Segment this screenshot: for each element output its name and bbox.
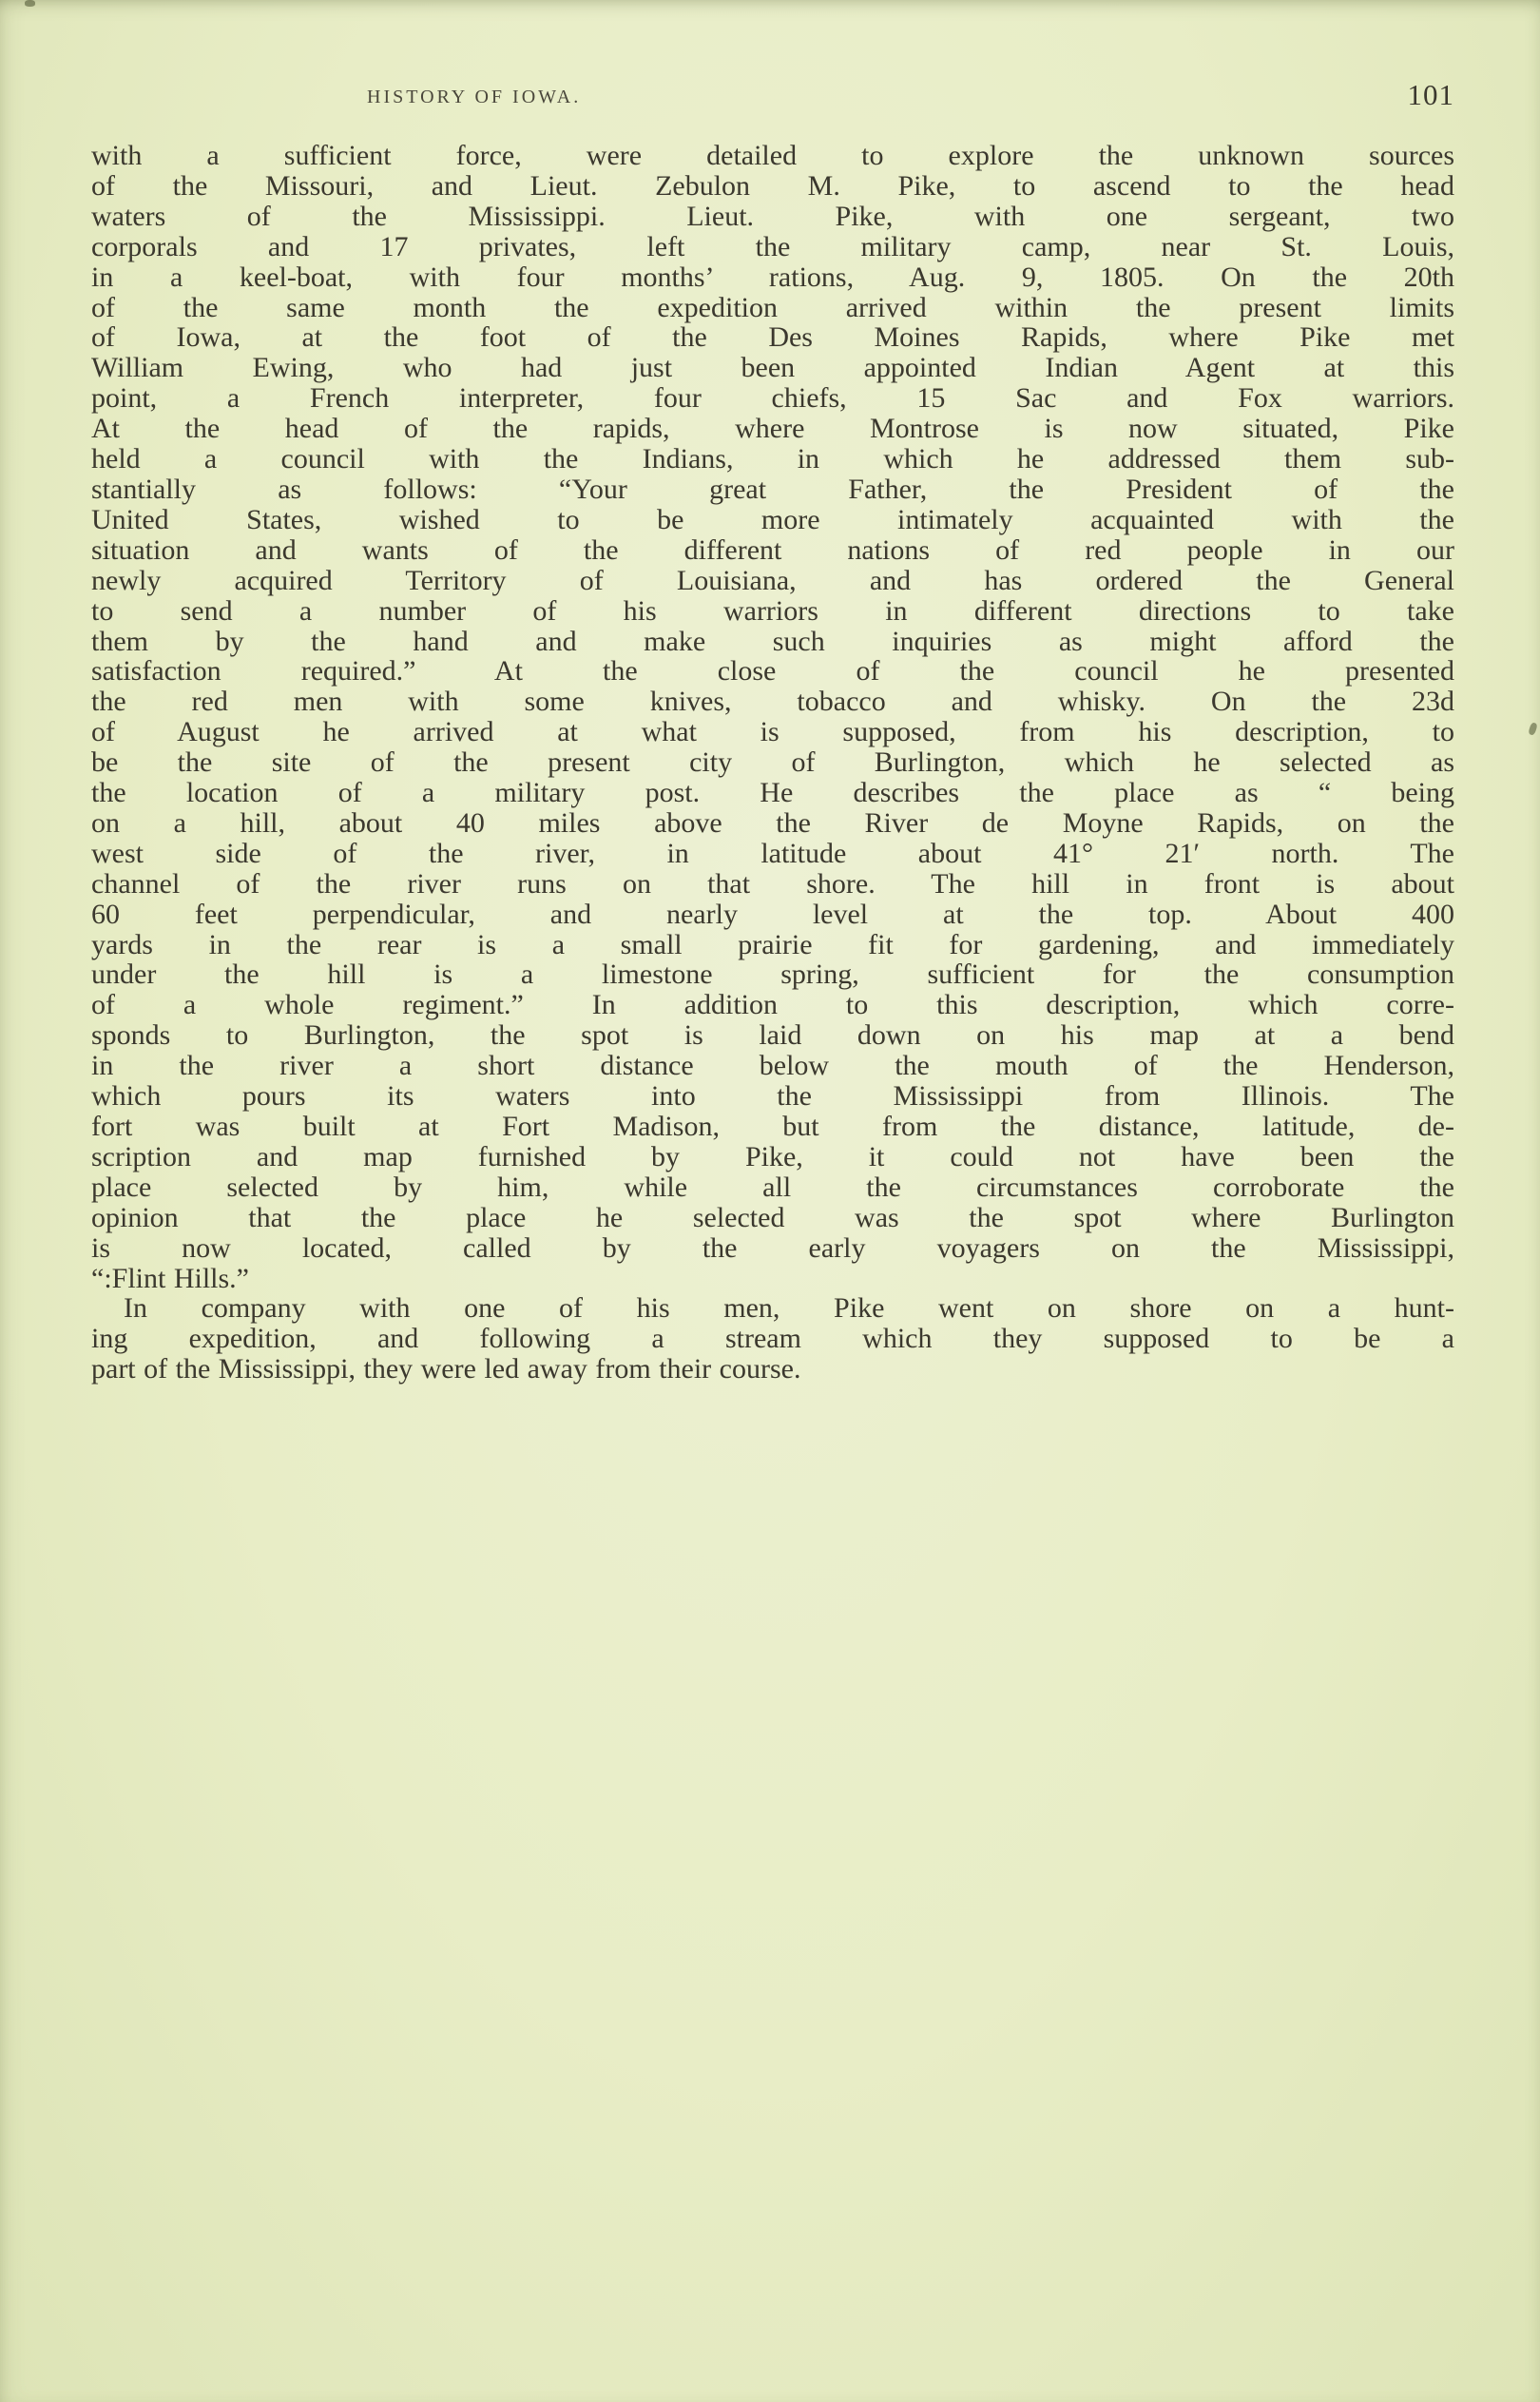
text-line: satisfaction required.” At the close of the council he presented: [91, 655, 1454, 688]
paragraph: [91, 1293, 1454, 1385]
text-line: part of the Mississippi, they were led away from their course.: [91, 1353, 801, 1385]
text-line: in a keel-boat, with four months’ rations, Aug. 9, 1805. On the 20th: [91, 261, 1454, 293]
paragraph: [91, 141, 1454, 1293]
text-line: situation and wants of the different nations of red people in our: [91, 533, 1454, 566]
text-line: of the Missouri, and Lieut. Zebulon M. Pike, to ascend to the head: [91, 169, 1454, 202]
text-line: point, a French interpreter, four chiefs, 15 Sac and Fox warriors.: [91, 382, 1454, 415]
text-line: newly acquired Territory of Louisiana, and has ordered the General: [91, 564, 1454, 596]
text-line: In company with one of his men, Pike went on shore on a hunt-: [124, 1292, 1454, 1325]
text-line: west side of the river, in latitude about 41° 21′ north. The: [91, 837, 1454, 869]
scan-artifact: [1528, 722, 1538, 736]
text-line: “:Flint Hills.”: [91, 1262, 249, 1294]
page-number: 101: [1407, 78, 1454, 111]
scan-artifact: [25, 0, 35, 7]
text-line: the location of a military post. He describes the place as “ being: [91, 777, 1454, 809]
text-line: ing expedition, and following a stream which they supposed to be a: [91, 1323, 1454, 1355]
text-line: them by the hand and make such inquiries as might afford the: [91, 625, 1454, 657]
page-header: [91, 78, 1454, 111]
text-line: held a council with the Indians, in which he addressed them sub-: [91, 443, 1454, 475]
text-line: United States, wished to be more intimately acquainted with the: [91, 503, 1454, 535]
text-line: fort was built at Fort Madison, but from the distance, latitude, de-: [91, 1111, 1454, 1142]
text-line: channel of the river runs on that shore. The hill in front is about: [91, 867, 1454, 900]
text-line: waters of the Mississippi. Lieut. Pike, with one sergeant, two: [91, 200, 1454, 232]
text-line: sponds to Burlington, the spot is laid down on his map at a bend: [91, 1019, 1454, 1052]
text-line: William Ewing, who had just been appointed Indian Agent at this: [91, 352, 1454, 384]
text-line: of the same month the expedition arrived within the present limits: [91, 291, 1454, 323]
text-line: yards in the rear is a small prairie fit for gardening, and immediately: [91, 928, 1454, 960]
text-line: under the hill is a limestone spring, sufficient for the consumption: [91, 959, 1454, 991]
text-line: corporals and 17 privates, left the military camp, near St. Louis,: [91, 230, 1454, 262]
text-line: is now located, called by the early voyagers on the Mississippi,: [91, 1231, 1454, 1264]
running-title: HISTORY OF IOWA.: [367, 87, 582, 107]
text-line: of Iowa, at the foot of the Des Moines Rapids, where Pike met: [91, 321, 1454, 354]
text-block: [91, 141, 1454, 1385]
text-line: of a whole regiment.” In addition to this description, which corre-: [91, 989, 1454, 1021]
text-line: on a hill, about 40 miles above the River de Moyne Rapids, on the: [91, 806, 1454, 839]
text-line: scription and map furnished by Pike, it could not have been the: [91, 1140, 1454, 1172]
text-line: place selected by him, while all the circumstances corroborate the: [91, 1171, 1454, 1203]
text-line: stantially as follows: “Your great Father, the President of the: [91, 473, 1454, 505]
text-line: of August he arrived at what is supposed, from his description, to: [91, 716, 1454, 748]
text-line: be the site of the present city of Burlington, which he selected as: [91, 746, 1454, 779]
text-line: the red men with some knives, tobacco and whisky. On the 23d: [91, 686, 1454, 718]
text-line: in the river a short distance below the mouth of the Henderson,: [91, 1050, 1454, 1082]
text-line: to send a number of his warriors in different directions to take: [91, 594, 1454, 627]
text-line: At the head of the rapids, where Montrose is now situated, Pike: [91, 413, 1454, 445]
text-line: with a sufficient force, were detailed to explore the unknown sources: [91, 140, 1454, 171]
text-line: opinion that the place he selected was the spot where Burlington: [91, 1201, 1454, 1233]
text-line: 60 feet perpendicular, and nearly level at the top. About 400: [91, 898, 1454, 930]
text-line: which pours its waters into the Mississippi from Illinois. The: [91, 1080, 1454, 1113]
